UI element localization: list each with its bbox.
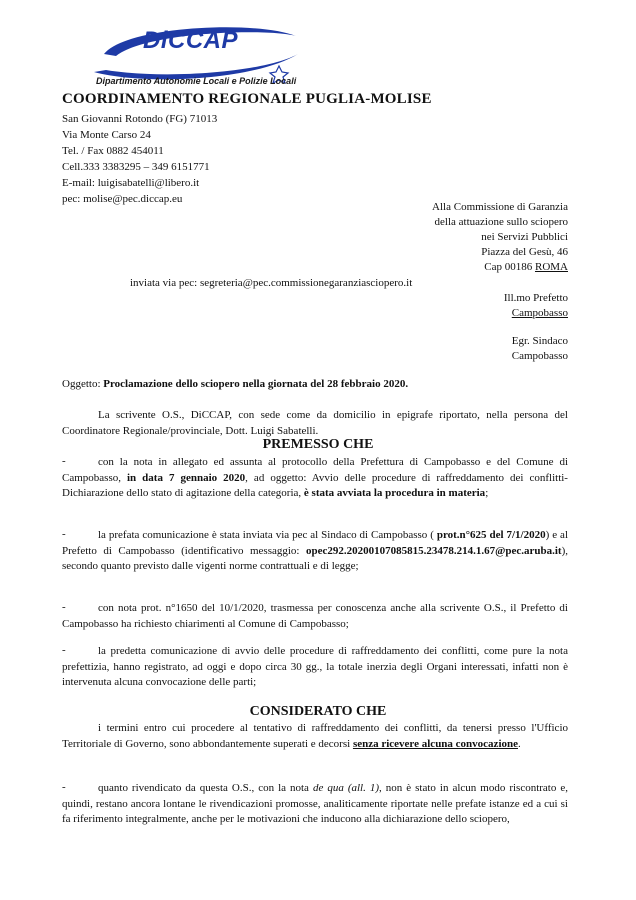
premesso-heading: PREMESSO CHE — [262, 437, 374, 452]
recipient-1-line-3: nei Servizi Pubblici — [481, 231, 568, 243]
address-line-1: San Giovanni Rotondo (FG) 71013 — [62, 113, 218, 125]
premesso-paragraph-2: la prefata comunicazione è stata inviata via pec al Sindaco di Campobasso ( prot.n°625 del 7/1/2020) e al Prefetto di Campobasso (identificativo messaggio: opec292.20200107085815.23478.214.1.67@pec.aruba.it), secondo quanto previsto dalle vigenti norme contrattuali e di legge; — [62, 529, 568, 573]
bullet-dash: - — [62, 644, 66, 656]
recipient-1-line-4: Piazza del Gesù, 46 — [481, 246, 568, 258]
premesso-paragraph-4: la predetta comunicazione di avvio delle procedure di raffreddamento dei conflitti, come pure la nota prefettizia, hanno registrato, ad oggi e dopo circa 30 gg., la totale inerzia degli Organi interessati, infatti non è intervenuta alcuna convocazione delle parti; — [62, 645, 568, 689]
recipient-1-city: ROMA — [534, 261, 568, 273]
phone-fax: Tel. / Fax 0882 454011 — [62, 145, 164, 157]
org-title: COORDINAMENTO REGIONALE PUGLIA-MOLISE — [62, 91, 432, 107]
subject-line — [62, 378, 408, 390]
recipient-3-title: Egr. Sindaco — [511, 335, 568, 347]
intro-paragraph: La scrivente O.S., DiCCAP, con sede come da domicilio in epigrafe riportato, nella persona del Coordinatore Regionale/provinciale, Dott. Luigi Sabatelli. — [62, 409, 568, 437]
bullet-dash: - — [62, 601, 66, 613]
recipient-1-line-2: della attuazione sullo sciopero — [434, 216, 568, 228]
considerato-paragraph-2: quanto rivendicato da questa O.S., con la nota de qua (all. 1), non è stato in alcun modo riscontrato e, quindi, restano ancora lontane le rivendicazioni promosse, analiticamente riportate nelle prefate istanze ed a cui si fa riferimento integralmente, anche per le motivazioni che inducono alla dichiarazione dello sciopero, — [62, 782, 568, 826]
recipient-1-cap: Cap 00186 ROMA — [484, 261, 568, 273]
recipient-2-title: Ill.mo Prefetto — [503, 292, 568, 304]
email-address: E-mail: luigisabatelli@libero.it — [62, 177, 200, 189]
subject-label: Oggetto: — [62, 378, 104, 390]
pec-address: pec: molise@pec.diccap.eu — [62, 193, 183, 205]
recipient-2-city: Campobasso — [511, 307, 568, 319]
logo-wordmark: DiCCAP — [143, 27, 239, 54]
address-line-2: Via Monte Carso 24 — [62, 129, 151, 141]
recipient-3-city: Campobasso — [511, 350, 568, 362]
cell-numbers: Cell.333 3383295 – 349 6151771 — [62, 161, 210, 173]
bullet-dash: - — [62, 781, 66, 793]
premesso-paragraph-3: con nota prot. n°1650 del 10/1/2020, trasmessa per conoscenza anche alla scrivente O.S., il Prefetto di Campobasso ha richiesto chiarimenti al Comune di Campobasso; — [62, 602, 568, 630]
logo-subtitle: Dipartimento Autonomie Locali e Polizie Locali — [96, 76, 297, 86]
pec-sent-line: inviata via pec: segreteria@pec.commissionegaranziasciopero.it — [130, 277, 413, 289]
recipient-1-line-1: Alla Commissione di Garanzia — [432, 201, 568, 213]
considerato-heading: CONSIDERATO CHE — [249, 704, 387, 719]
premesso-paragraph-1: con la nota in allegato ed assunta al protocollo della Prefettura di Campobasso e del Comune di Campobasso, in data 7 gennaio 2020, ad oggetto: Avvio delle procedure di raffreddamento dei conflitti-Dichiarazione dello stato di agitazione della categoria, è stata avviata la procedura in materia; — [62, 456, 568, 500]
bullet-dash: - — [62, 455, 66, 467]
bullet-dash: - — [62, 528, 66, 540]
considerato-paragraph-1: i termini entro cui procedere al tentativo di raffreddamento dei conflitti, da tenersi presso l'Ufficio Territoriale di Governo, sono abbondantemente superati e decorsi senza ricevere alcuna convocazione. — [62, 722, 568, 750]
subject-text: Proclamazione dello sciopero nella giornata del 28 febbraio 2020. — [103, 378, 409, 390]
